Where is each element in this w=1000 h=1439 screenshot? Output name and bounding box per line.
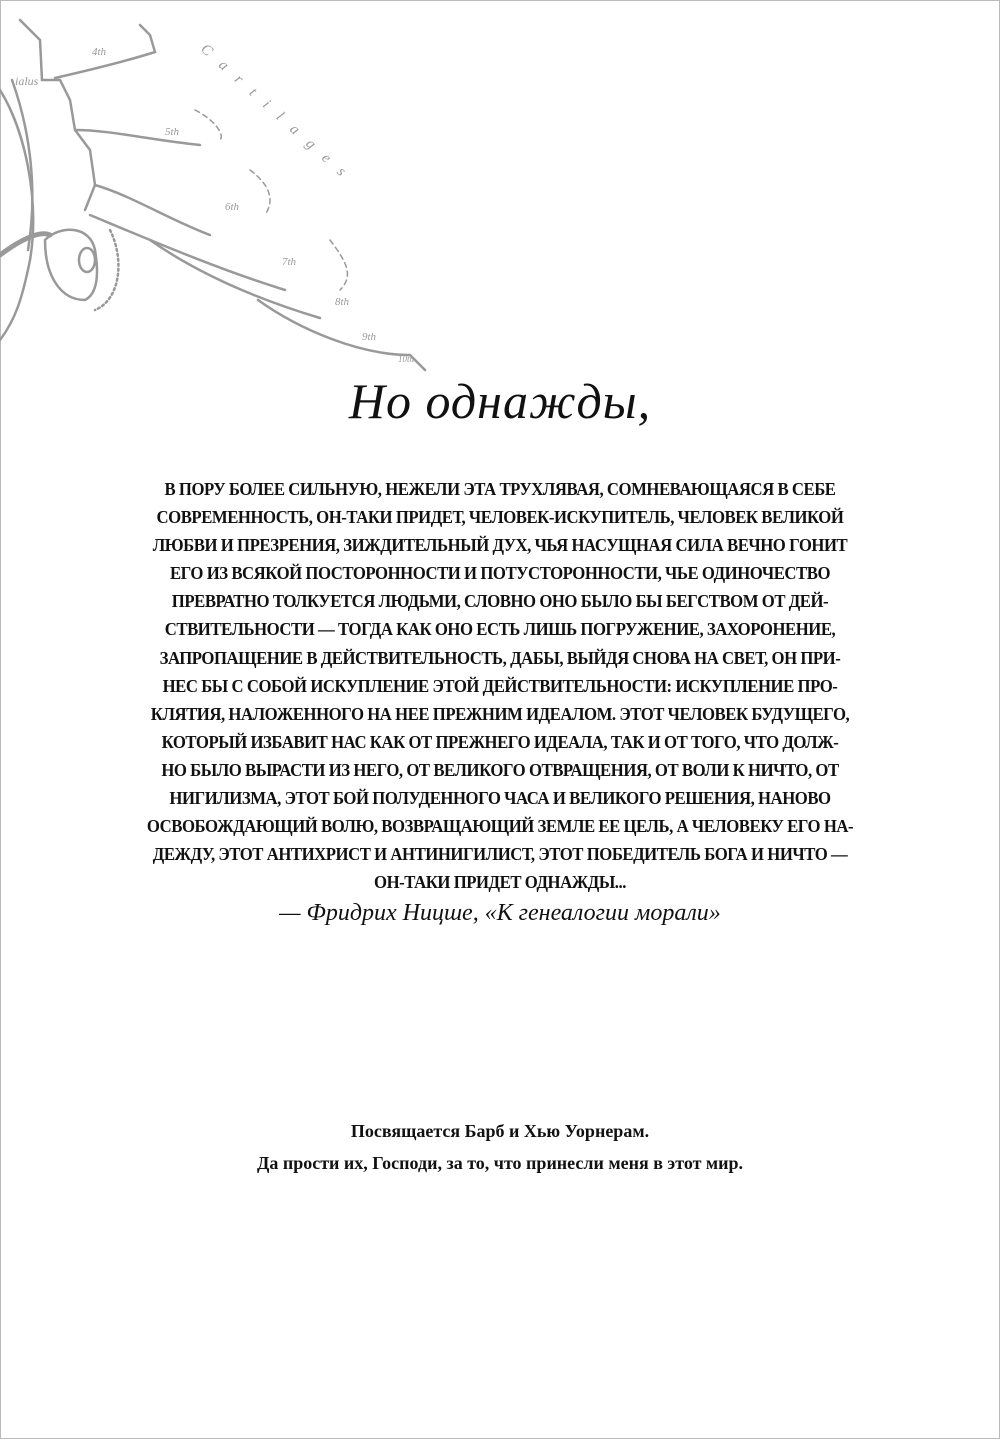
dedication-line: Да прости их, Господи, за то, что принесли меня в этот мир. <box>256 1153 744 1173</box>
quote-line: СОВРЕМЕННОСТЬ, ОН-ТАКИ ПРИДЕТ, ЧЕЛОВЕК-ИСКУПИТЕЛЬ, ЧЕЛОВЕК ВЕЛИКОЙ <box>156 507 844 528</box>
quote-line: ЛЮБВИ И ПРЕЗРЕНИЯ, ЗИЖДИТЕЛЬНЫЙ ДУХ, ЧЬЯ НАСУЩНАЯ СИЛА ВЕЧНО ГОНИТ <box>152 535 848 556</box>
epigraph-quote <box>0 475 1000 896</box>
anatomical-illustration <box>0 0 450 380</box>
illustration-label: 9th <box>362 331 377 343</box>
quote-line: ЗАПРОПАЩЕНИЕ В ДЕЙСТВИТЕЛЬНОСТЬ, ДАБЫ, ВЫЙДЯ СНОВА НА СВЕТ, ОН ПРИ- <box>159 647 841 668</box>
quote-line: СТВИТЕЛЬНОСТИ — ТОГДА КАК ОНО ЕСТЬ ЛИШЬ ПОГРУЖЕНИЕ, ЗАХОРОНЕНИЕ, <box>164 619 836 640</box>
illustration-label: ialus <box>15 74 39 88</box>
quote-line: НЕС БЫ С СОБОЙ ИСКУПЛЕНИЕ ЭТОЙ ДЕЙСТВИТЕЛЬНОСТИ: ИСКУПЛЕНИЕ ПРО- <box>162 675 838 696</box>
illustration-label: 5th <box>165 126 180 138</box>
quote-line: В ПОРУ БОЛЕЕ СИЛЬНУЮ, НЕЖЕЛИ ЭТА ТРУХЛЯВАЯ, СОМНЕВАЮЩАЯСЯ В СЕБЕ <box>164 479 836 499</box>
illustration-label: 8th <box>335 296 350 308</box>
quote-line: ПРЕВРАТНО ТОЛКУЕТСЯ ЛЮДЬМИ, СЛОВНО ОНО БЫЛО БЫ БЕГСТВОМ ОТ ДЕЙ- <box>171 591 829 612</box>
illustration-label: 6th <box>225 201 240 213</box>
quote-line: ДЕЖДУ, ЭТОТ АНТИХРИСТ И АНТИНИГИЛИСТ, ЭТОТ ПОБЕДИТЕЛЬ БОГА И НИЧТО — <box>152 844 848 865</box>
quote-line: КЛЯТИЯ, НАЛОЖЕННОГО НА НЕЕ ПРЕЖНИМ ИДЕАЛОМ. ЭТОТ ЧЕЛОВЕК БУДУЩЕГО, <box>150 703 850 724</box>
epigraph-title: Но однажды, <box>348 373 652 429</box>
quote-line: ЕГО ИЗ ВСЯКОЙ ПОСТОРОННОСТИ И ПОТУСТОРОННОСТИ, ЧЬЕ ОДИНОЧЕСТВО <box>169 563 831 584</box>
illustration-label: 4th <box>92 46 107 58</box>
dedication-line: Посвящается Барб и Хью Уорнерам. <box>350 1121 650 1141</box>
illustration-label: 7th <box>282 256 297 268</box>
quote-line: ОН-ТАКИ ПРИДЕТ ОДНАЖДЫ... <box>374 872 626 893</box>
quote-attribution: — Фридрих Ницше, «К генеалогии морали» <box>279 900 721 926</box>
quote-line: КОТОРЫЙ ИЗБАВИТ НАС КАК ОТ ПРЕЖНЕГО ИДЕАЛА, ТАК И ОТ ТОГО, ЧТО ДОЛЖ- <box>161 731 839 752</box>
quote-line: НО БЫЛО ВЫРАСТИ ИЗ НЕГО, ОТ ВЕЛИКОГО ОТВРАЩЕНИЯ, ОТ ВОЛИ К НИЧТО, ОТ <box>161 759 839 780</box>
dedication <box>0 1115 1000 1179</box>
illustration-label: 10th <box>398 354 415 364</box>
quote-line: ОСВОБОЖДАЮЩИЙ ВОЛЮ, ВОЗВРАЩАЮЩИЙ ЗЕМЛЕ ЕЕ ЦЕЛЬ, А ЧЕЛОВЕКУ ЕГО НА- <box>146 816 854 837</box>
quote-line: НИГИЛИЗМА, ЭТОТ БОЙ ПОЛУДЕННОГО ЧАСА И ВЕЛИКОГО РЕШЕНИЯ, НАНОВО <box>169 788 831 809</box>
illustration-label: Cartilages <box>197 41 360 190</box>
